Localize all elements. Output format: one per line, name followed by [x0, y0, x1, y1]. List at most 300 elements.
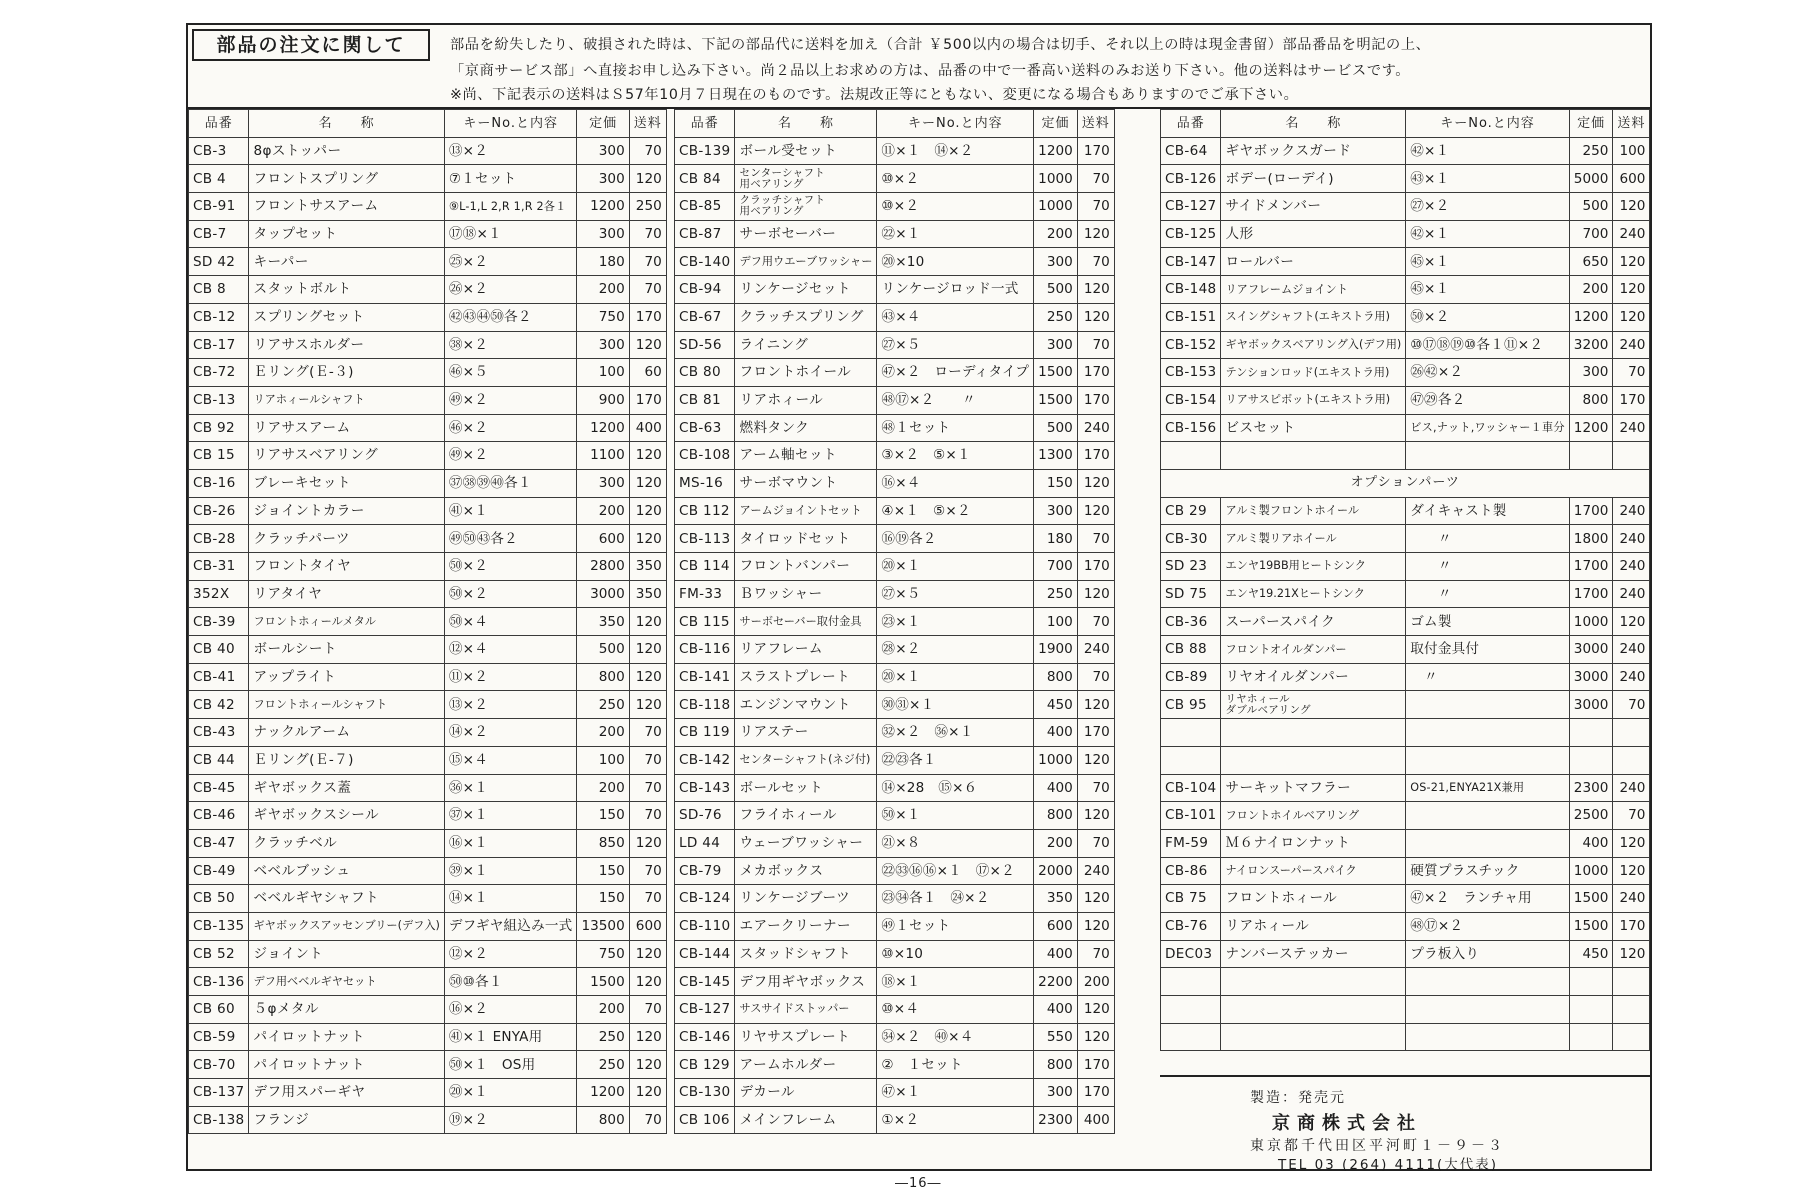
cell-price: 500	[1569, 193, 1613, 221]
cell-key	[1406, 829, 1570, 857]
cell-ship: 240	[1077, 857, 1114, 885]
table-row	[1161, 303, 1650, 331]
cell-ship: 240	[1613, 220, 1650, 248]
cell-name: ナックルアーム	[249, 719, 444, 747]
cell-key: ㊸×４	[877, 303, 1034, 331]
table-row	[1161, 663, 1650, 691]
cell-key: ㊻×２	[444, 414, 577, 442]
cell-price: 13500	[577, 912, 629, 940]
cell-price: 800	[1034, 663, 1078, 691]
cell-name: スーパースパイク	[1221, 608, 1406, 636]
cell-ship: 70	[1613, 359, 1650, 387]
cell-ship: 70	[629, 802, 666, 830]
table-row	[189, 386, 667, 414]
cell-ship: 600	[629, 912, 666, 940]
cell-price: 850	[577, 829, 629, 857]
cell-key: ⑳×１	[877, 663, 1034, 691]
cell-name: アルミ製フロントホイール	[1221, 497, 1406, 525]
cell-ship: 70	[1077, 940, 1114, 968]
cell-price: 3200	[1569, 331, 1613, 359]
cell-key: ㊷㊸㊹㊿各２	[444, 303, 577, 331]
cell-key: ㊽１セット	[877, 414, 1034, 442]
cell-key: ⑯×４	[877, 469, 1034, 497]
table-row	[675, 885, 1115, 913]
cell-no: CB-72	[189, 359, 249, 387]
cell-price: 250	[1034, 580, 1078, 608]
cell-price: 180	[577, 248, 629, 276]
cell-no: CB-7	[189, 220, 249, 248]
cell-no: CB-152	[1161, 331, 1221, 359]
cell-key: ⑮×４	[444, 746, 577, 774]
table-row	[675, 996, 1115, 1024]
cell-no: CB-3	[189, 137, 249, 165]
cell-key	[1406, 746, 1570, 774]
cell-no: CB-151	[1161, 303, 1221, 331]
cell-ship: 120	[1077, 580, 1114, 608]
cell-name: パイロットナット	[249, 1051, 444, 1079]
table-row	[189, 220, 667, 248]
cell-name: アーム軸セット	[735, 442, 877, 470]
table-row	[675, 1106, 1115, 1134]
table-row	[1161, 359, 1650, 387]
cell-no: CB-59	[189, 1023, 249, 1051]
column-header-name: 名 称	[1221, 110, 1406, 138]
cell-price: 700	[1034, 553, 1078, 581]
parts-table-1	[188, 109, 667, 1134]
table-row	[189, 802, 667, 830]
table-row	[1161, 1023, 1650, 1051]
cell-no: CB-16	[189, 469, 249, 497]
cell-price: 1700	[1569, 553, 1613, 581]
cell-key: ㊼㉙各２	[1406, 386, 1570, 414]
table-row	[189, 331, 667, 359]
cell-no: CB 52	[189, 940, 249, 968]
cell-no: CB-137	[189, 1079, 249, 1107]
cell-price: 1500	[577, 968, 629, 996]
cell-ship: 120	[629, 829, 666, 857]
cell-ship: 70	[629, 248, 666, 276]
cell-price: 300	[1034, 1079, 1078, 1107]
table-row	[189, 912, 667, 940]
cell-key: ビス,ナット,ワッシャー１車分	[1406, 414, 1570, 442]
cell-key: ㊷×１	[1406, 137, 1570, 165]
cell-no: LD 44	[675, 829, 735, 857]
cell-price: 1500	[1569, 912, 1613, 940]
cell-name	[1221, 1023, 1406, 1051]
cell-price: 2300	[1034, 1106, 1078, 1134]
cell-no: SD-76	[675, 802, 735, 830]
cell-ship: 120	[629, 165, 666, 193]
table-row	[675, 608, 1115, 636]
cell-key: ㊿×１ OS用	[444, 1051, 577, 1079]
cell-key: ㊱×１	[444, 774, 577, 802]
cell-ship: 350	[629, 580, 666, 608]
cell-key: ⑳×１	[444, 1079, 577, 1107]
cell-name: フロントホィール	[1221, 885, 1406, 913]
options-title: オプションパーツ	[1161, 469, 1650, 497]
table-row	[675, 580, 1115, 608]
cell-no: CB-67	[675, 303, 735, 331]
cell-key: ゴム製	[1406, 608, 1570, 636]
cell-name: スラストプレート	[735, 663, 877, 691]
cell-no: CB-46	[189, 802, 249, 830]
cell-ship: 120	[1613, 940, 1650, 968]
cell-ship: 350	[629, 553, 666, 581]
cell-price: 150	[577, 885, 629, 913]
cell-no	[1161, 968, 1221, 996]
cell-price: 800	[577, 1106, 629, 1134]
maker-company: 京商株式会社	[1272, 1113, 1422, 1134]
cell-no: CB-76	[1161, 912, 1221, 940]
cell-price: 2800	[577, 553, 629, 581]
cell-key: ㉚㉛×１	[877, 691, 1034, 719]
cell-no: CB 88	[1161, 636, 1221, 664]
cell-key: デフギヤ組込み一式	[444, 912, 577, 940]
column-header-no: 品番	[189, 110, 249, 138]
cell-ship	[1613, 746, 1650, 774]
cell-price: 200	[577, 497, 629, 525]
cell-ship: 100	[1613, 137, 1650, 165]
cell-key: ㉒㉓各１	[877, 746, 1034, 774]
cell-ship: 70	[629, 137, 666, 165]
cell-price: 450	[1034, 691, 1078, 719]
cell-name: ナンバーステッカー	[1221, 940, 1406, 968]
cell-name: リンケージブーツ	[735, 885, 877, 913]
cell-ship: 400	[1077, 1106, 1114, 1134]
cell-no: CB-45	[189, 774, 249, 802]
cell-ship: 120	[1077, 303, 1114, 331]
cell-price: 1500	[1569, 885, 1613, 913]
table-row	[675, 193, 1115, 221]
cell-price: 300	[577, 137, 629, 165]
cell-price: 1100	[577, 442, 629, 470]
cell-name: フロントホイルベアリング	[1221, 802, 1406, 830]
cell-ship: 170	[1077, 137, 1114, 165]
table-row	[1161, 137, 1650, 165]
cell-key: ダイキャスト製	[1406, 497, 1570, 525]
cell-key: 〃	[1406, 525, 1570, 553]
cell-no: CB-12	[189, 303, 249, 331]
cell-price: 600	[1034, 912, 1078, 940]
cell-ship: 120	[1077, 885, 1114, 913]
cell-key: ⑦１セット	[444, 165, 577, 193]
table-row	[189, 276, 667, 304]
cell-no: CB-144	[675, 940, 735, 968]
table-row	[189, 137, 667, 165]
empty-cell	[1161, 442, 1221, 470]
cell-no: CB-145	[675, 968, 735, 996]
cell-key: ㊿×２	[1406, 303, 1570, 331]
table-row	[1161, 608, 1650, 636]
cell-price: 300	[1034, 331, 1078, 359]
cell-price: 350	[1034, 885, 1078, 913]
cell-name: ウェーブワッシャー	[735, 829, 877, 857]
cell-name: ギヤボックスシール	[249, 802, 444, 830]
cell-price: 1500	[1034, 386, 1078, 414]
cell-name: リヤサスプレート	[735, 1023, 877, 1051]
table-row	[189, 303, 667, 331]
cell-ship: 170	[1077, 386, 1114, 414]
maker-tel: TEL 03 (264) 4111(大代表)	[1278, 1157, 1499, 1173]
cell-key	[1406, 1023, 1570, 1051]
cell-price: 400	[1034, 774, 1078, 802]
cell-name: アップライト	[249, 663, 444, 691]
cell-no: CB-26	[189, 497, 249, 525]
cell-ship: 70	[629, 276, 666, 304]
cell-ship: 120	[1077, 469, 1114, 497]
cell-ship: 120	[1613, 276, 1650, 304]
cell-ship: 70	[1077, 774, 1114, 802]
empty-cell	[1221, 442, 1406, 470]
table-row	[189, 968, 667, 996]
cell-no: CB-147	[1161, 248, 1221, 276]
cell-no: CB-125	[1161, 220, 1221, 248]
cell-no: DEC03	[1161, 940, 1221, 968]
cell-name: デフ用スパーギヤ	[249, 1079, 444, 1107]
cell-key: ㉖㊷×２	[1406, 359, 1570, 387]
cell-ship: 120	[629, 331, 666, 359]
cell-name: 8φストッパー	[249, 137, 444, 165]
cell-name	[1221, 996, 1406, 1024]
cell-key: ㊼×２ ランチャ用	[1406, 885, 1570, 913]
cell-no: FM-59	[1161, 829, 1221, 857]
table-row	[1161, 248, 1650, 276]
cell-key: ①×２	[877, 1106, 1034, 1134]
cell-price: 300	[577, 220, 629, 248]
cell-price: 700	[1569, 220, 1613, 248]
table-row	[675, 691, 1115, 719]
cell-ship: 170	[1077, 442, 1114, 470]
table-row	[675, 719, 1115, 747]
cell-key: 〃	[1406, 553, 1570, 581]
cell-key	[1406, 802, 1570, 830]
cell-name: ビスセット	[1221, 414, 1406, 442]
cell-price: 1700	[1569, 580, 1613, 608]
cell-ship: 70	[629, 885, 666, 913]
cell-name: リアステー	[735, 719, 877, 747]
cell-price: 150	[1034, 469, 1078, 497]
cell-key: ㊽⑰×２ 〃	[877, 386, 1034, 414]
cell-no: CB-39	[189, 608, 249, 636]
cell-name: デフ用ベベルギヤセット	[249, 968, 444, 996]
table-row	[1161, 220, 1650, 248]
cell-key: ㊿×１	[877, 802, 1034, 830]
table-row	[675, 331, 1115, 359]
cell-no: CB-43	[189, 719, 249, 747]
cell-ship: 70	[629, 774, 666, 802]
cell-key: ⑲×２	[444, 1106, 577, 1134]
cell-name: ギヤボックスアッセンブリー(デフ入)	[249, 912, 444, 940]
table-row	[189, 1106, 667, 1134]
cell-price: 600	[577, 525, 629, 553]
cell-ship: 70	[629, 857, 666, 885]
cell-price: 1200	[577, 1079, 629, 1107]
cell-price: 300	[577, 331, 629, 359]
cell-no: CB-153	[1161, 359, 1221, 387]
cell-key: ⑩×10	[877, 940, 1034, 968]
cell-price: 250	[1034, 303, 1078, 331]
cell-price: 1700	[1569, 497, 1613, 525]
cell-no: CB-135	[189, 912, 249, 940]
cell-name: パイロットナット	[249, 1023, 444, 1051]
parts-table-2	[674, 109, 1115, 1134]
cell-price: 400	[1569, 829, 1613, 857]
cell-key: ⑭×２	[444, 719, 577, 747]
cell-price: 800	[1569, 386, 1613, 414]
cell-no: CB 106	[675, 1106, 735, 1134]
cell-no: CB-87	[675, 220, 735, 248]
table-row	[189, 774, 667, 802]
cell-ship: 120	[629, 608, 666, 636]
cell-ship: 240	[1613, 885, 1650, 913]
cell-key: ㉞×２ ㊵×４	[877, 1023, 1034, 1051]
cell-price: 400	[1034, 996, 1078, 1024]
table-row	[1161, 829, 1650, 857]
cell-no: CB-17	[189, 331, 249, 359]
cell-no: CB-85	[675, 193, 735, 221]
table-row	[1161, 276, 1650, 304]
cell-ship: 240	[1077, 636, 1114, 664]
cell-price: 3000	[1569, 663, 1613, 691]
cell-key: ⑪×１ ⑭×２	[877, 137, 1034, 165]
cell-name: リアホィール	[735, 386, 877, 414]
table-row	[675, 1023, 1115, 1051]
cell-price	[1569, 719, 1613, 747]
table-row	[189, 636, 667, 664]
table-row	[675, 829, 1115, 857]
cell-name: ボデー(ローデイ)	[1221, 165, 1406, 193]
table-row	[675, 469, 1115, 497]
cell-no: CB-49	[189, 857, 249, 885]
cell-name: エンジンマウント	[735, 691, 877, 719]
cell-price: 900	[577, 386, 629, 414]
cell-ship: 120	[629, 940, 666, 968]
cell-name: タイロッドセット	[735, 525, 877, 553]
cell-no: CB-47	[189, 829, 249, 857]
cell-ship: 400	[629, 414, 666, 442]
cell-key: ⑬×２	[444, 137, 577, 165]
cell-price: 200	[577, 719, 629, 747]
cell-key: ⑳×10	[877, 248, 1034, 276]
cell-no: CB-89	[1161, 663, 1221, 691]
cell-ship	[1613, 968, 1650, 996]
cell-name: リンケージセット	[735, 276, 877, 304]
cell-price: 350	[577, 608, 629, 636]
cell-key	[1406, 968, 1570, 996]
cell-price: 1200	[577, 414, 629, 442]
table-row	[1161, 912, 1650, 940]
cell-no: 352X	[189, 580, 249, 608]
cell-price	[1569, 746, 1613, 774]
cell-key	[1406, 691, 1570, 719]
table-row	[189, 746, 667, 774]
cell-key: ⑩×４	[877, 996, 1034, 1024]
cell-key: ⑩×２	[877, 193, 1034, 221]
table-row	[1161, 636, 1650, 664]
cell-no: CB 80	[675, 359, 735, 387]
cell-key: ㊴×１	[444, 857, 577, 885]
column-header-price: 定価	[1569, 110, 1613, 138]
page-number: ―16―	[895, 1176, 942, 1191]
cell-name: メカボックス	[735, 857, 877, 885]
cell-price: 3000	[1569, 691, 1613, 719]
cell-key: ㊸×１	[1406, 165, 1570, 193]
table-row	[675, 525, 1115, 553]
cell-ship: 120	[1613, 829, 1650, 857]
options-header-row	[1161, 469, 1650, 497]
column-header-name: 名 称	[249, 110, 444, 138]
table-row	[1161, 940, 1650, 968]
table-row	[189, 580, 667, 608]
cell-price: 200	[577, 774, 629, 802]
cell-key: ㊺×１	[1406, 248, 1570, 276]
cell-no: MS-16	[675, 469, 735, 497]
cell-name: サーボセーバー	[735, 220, 877, 248]
table-row	[675, 248, 1115, 276]
table-row	[189, 663, 667, 691]
cell-ship: 70	[629, 996, 666, 1024]
cell-name: サーボセーバー取付金具	[735, 608, 877, 636]
cell-name: Ｂワッシャー	[735, 580, 877, 608]
cell-no: CB 95	[1161, 691, 1221, 719]
cell-no: CB 40	[189, 636, 249, 664]
cell-ship: 120	[1077, 746, 1114, 774]
cell-name: Ｅリング(Ｅ-３)	[249, 359, 444, 387]
empty-cell	[1613, 442, 1650, 470]
cell-name: リヤオイルダンパー	[1221, 663, 1406, 691]
table-row	[675, 553, 1115, 581]
table-row	[675, 912, 1115, 940]
cell-key: ㊷×１	[1406, 220, 1570, 248]
cell-ship: 70	[629, 719, 666, 747]
table-row	[675, 746, 1115, 774]
cell-ship: 120	[629, 1023, 666, 1051]
cell-ship: 170	[1613, 912, 1650, 940]
cell-price: 250	[1569, 137, 1613, 165]
cell-no: CB-138	[189, 1106, 249, 1134]
cell-name: ジョイント	[249, 940, 444, 968]
cell-key: 取付金具付	[1406, 636, 1570, 664]
cell-key: ⑫×４	[444, 636, 577, 664]
cell-name	[1221, 719, 1406, 747]
cell-key: ⑨L-1,L 2,R 1,R 2各１	[444, 193, 577, 221]
table-row	[1161, 774, 1650, 802]
cell-no: CB-127	[1161, 193, 1221, 221]
cell-name: フランジ	[249, 1106, 444, 1134]
cell-ship: 170	[629, 386, 666, 414]
column-header-no: 品番	[675, 110, 735, 138]
table-row	[1161, 497, 1650, 525]
cell-ship: 250	[629, 193, 666, 221]
cell-price: 1000	[1569, 608, 1613, 636]
cell-no: SD 75	[1161, 580, 1221, 608]
cell-ship: 120	[1077, 276, 1114, 304]
cell-ship: 240	[1613, 663, 1650, 691]
cell-price: 500	[1034, 276, 1078, 304]
cell-price: 1000	[1569, 857, 1613, 885]
cell-no: CB-101	[1161, 802, 1221, 830]
table-row	[1161, 331, 1650, 359]
cell-key: ㉗×５	[877, 580, 1034, 608]
cell-price: 1000	[1034, 165, 1078, 193]
table-row	[675, 1079, 1115, 1107]
table-row	[1161, 996, 1650, 1024]
cell-name: ボールシート	[249, 636, 444, 664]
cell-key: ⑯×１	[444, 829, 577, 857]
table-row	[675, 276, 1115, 304]
cell-price: 100	[1034, 608, 1078, 636]
cell-name: センターシャフト 用ベアリング	[735, 165, 877, 193]
